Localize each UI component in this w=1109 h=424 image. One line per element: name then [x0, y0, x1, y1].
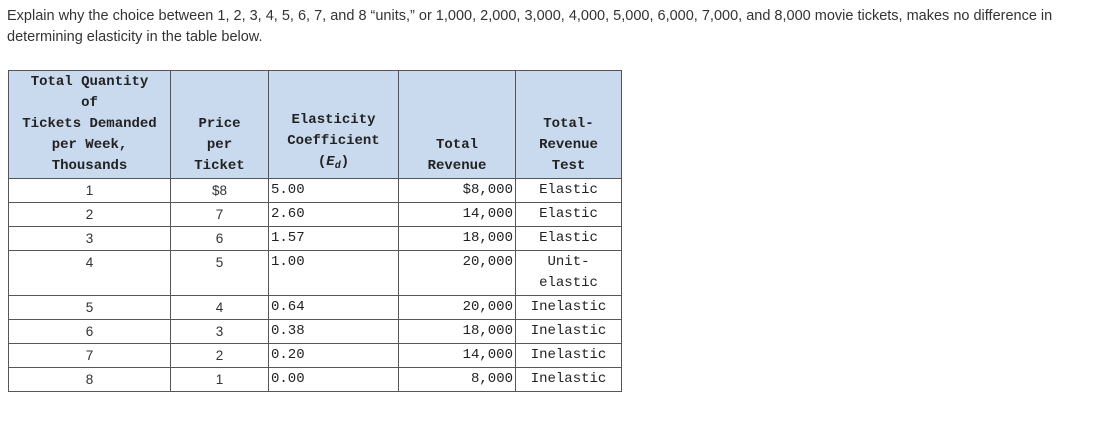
price-cell: 2: [171, 344, 269, 368]
total-revenue-cell: 14,000: [399, 344, 516, 368]
header-total-quantity: Total Quantity of Tickets Demanded per Week, Thousands: [9, 71, 171, 179]
question-text: Explain why the choice between 1, 2, 3, 4, 5, 6, 7, and 8 “units,” or 1,000, 2,000, 3,000, 4,000, 5,000, 6,000, 7,000, and 8,000 movie tickets, makes no difference in determining elasticity in the table below.: [7, 8, 1053, 45]
table-row: [9, 251, 622, 296]
quantity-cell: 4: [9, 251, 171, 296]
price-cell: $8: [171, 179, 269, 203]
price-cell: 5: [171, 251, 269, 296]
table-row: [9, 203, 622, 227]
revenue-test-cell: Elastic: [516, 227, 622, 251]
quantity-cell: 7: [9, 344, 171, 368]
elasticity-coefficient-cell: 0.20: [269, 344, 399, 368]
quantity-cell: 1: [9, 179, 171, 203]
elasticity-coefficient-cell: 2.60: [269, 203, 399, 227]
total-revenue-cell: 14,000: [399, 203, 516, 227]
quantity-cell: 8: [9, 368, 171, 392]
elasticity-coefficient-cell: 5.00: [269, 179, 399, 203]
price-cell: 3: [171, 320, 269, 344]
revenue-test-cell: Inelastic: [516, 296, 622, 320]
total-revenue-cell: 20,000: [399, 251, 516, 296]
price-cell: 1: [171, 368, 269, 392]
elasticity-coefficient-cell: 1.57: [269, 227, 399, 251]
elasticity-symbol: $E_d$: [326, 154, 341, 172]
quantity-cell: 2: [9, 203, 171, 227]
elasticity-coefficient-cell: 1.00: [269, 251, 399, 296]
elasticity-coefficient-cell: 0.64: [269, 296, 399, 320]
table-row: [9, 344, 622, 368]
revenue-test-cell: Elastic: [516, 179, 622, 203]
table-row: [9, 368, 622, 392]
header-elasticity-coefficient: Elasticity Coefficient $(E_d)$: [269, 71, 399, 179]
revenue-test-cell: Inelastic: [516, 368, 622, 392]
table-row: [9, 179, 622, 203]
quantity-cell: 5: [9, 296, 171, 320]
price-cell: 6: [171, 227, 269, 251]
revenue-test-cell: Elastic: [516, 203, 622, 227]
table-row: [9, 296, 622, 320]
total-revenue-cell: 8,000: [399, 368, 516, 392]
price-cell: 4: [171, 296, 269, 320]
revenue-test-cell: Inelastic: [516, 344, 622, 368]
total-revenue-cell: $8,000: [399, 179, 516, 203]
table-header: [9, 71, 622, 179]
total-revenue-cell: 18,000: [399, 320, 516, 344]
total-revenue-cell: 20,000: [399, 296, 516, 320]
header-price-per-ticket: Price per Ticket: [171, 71, 269, 179]
revenue-test-cell: Unit- elastic: [516, 251, 622, 296]
table-body: [9, 179, 622, 392]
quantity-cell: 6: [9, 320, 171, 344]
elasticity-coefficient-cell: 0.00: [269, 368, 399, 392]
elasticity-table: [8, 70, 622, 392]
header-total-revenue-test: Total- Revenue Test: [516, 71, 622, 179]
table-row: [9, 227, 622, 251]
total-revenue-cell: 18,000: [399, 227, 516, 251]
price-cell: 7: [171, 203, 269, 227]
quantity-cell: 3: [9, 227, 171, 251]
header-row: [9, 71, 622, 179]
header-total-revenue: Total Revenue: [399, 71, 516, 179]
table-row: [9, 320, 622, 344]
elasticity-coefficient-cell: 0.38: [269, 320, 399, 344]
revenue-test-cell: Inelastic: [516, 320, 622, 344]
